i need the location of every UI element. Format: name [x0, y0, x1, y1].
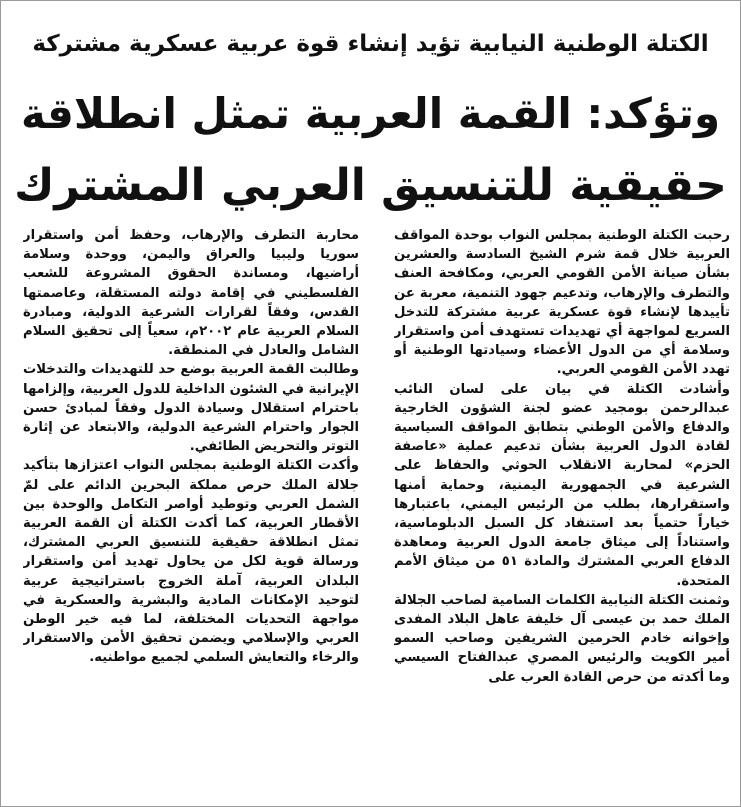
headline-line-2: حقيقية للتنسيق العربي المشترك — [14, 160, 727, 211]
article-column-left — [23, 226, 359, 798]
article-column-right — [394, 226, 730, 798]
paragraph: وثمنت الكتلة النيابية الكلمات السامية لصاحب الجلالة الملك حمد بن عيسى آل خليفة عاهل البلاد المفدى وإخوانه خادم الحرمين الشريفين وصاحب السمو أمير الكويت والرئيس المصري عبدالفتاح السيسي وما أكدته من حرص القادة العرب على — [394, 592, 730, 685]
paragraph: محاربة التطرف والإرهاب، وحفظ أمن واستقرار سوريا وليبيا والعراق واليمن، ووحدة وسلامة أراضيها، ومساندة الحقوق المشروعة للشعب الفلسطيني في إقامة دولته المستقلة، وعاصمتها القدس، وفقاً لقرارات الشرعية الدولية، ومبادرة السلام العربية عام ٢٠٠٢م، سعياً إلى تحقيق السلام الشامل والعادل في المنطقة. — [23, 228, 359, 359]
headline-line-1: وتؤكد: القمة العربية تمثل انطلاقة — [20, 89, 721, 138]
paragraph: وطالبت القمة العربية بوضع حد للتهديدات والتدخلات الإيرانية في الشئون الداخلية للدول العربية، وإلزامها باحترام استقلال وسيادة الدول وفقاً لمبادئ حسن الجوار واحترام الشرعية الدولية، والابتعاد عن إثارة التوتر والتحريض الطائفي. — [23, 362, 359, 455]
paragraph: وأشادت الكتلة في بيان على لسان النائب عبدالرحمن بومجيد عضو لجنة الشؤون الخارجية والدفاع والأمن الوطني بتطابق المواقف السياسية لقادة الدول العربية بشأن تدعيم عملية «عاصفة الحزم» لمحاربة الانقلاب الحوثي والحفاظ على الشرعية في الجمهورية اليمنية، وحماية أمنها واستقرارها، بطلب من الرئيس اليمني، باعتبارها خياراً حتمياً بعد استنفاد كل السبل الدبلوماسية، واستناداً إلى ميثاق جامعة الدول العربية ومعاهدة الدفاع العربي المشترك والمادة ٥١ من ميثاق الأمم المتحدة. — [394, 381, 730, 589]
paragraph: وأكدت الكتلة الوطنية بمجلس النواب اعتزازها بتأكيد جلالة الملك حرص مملكة البحرين الدائم على لمّ الشمل العربي وتوطيد أواصر التكامل والوحدة بين الأقطار العربية، كما أكدت الكتلة أن القمة العربية تمثل انطلاقة حقيقية للتنسيق العربي المشترك، ورسالة قوية لكل من يحاول تهديد أمن واستقرار البلدان العربية، آملة الخروج باستراتيجية عربية لتوحيد الإمكانات المادية والبشرية والعسكرية في مواجهة التحديات المختلفة، لما فيه خير الوطن العربي والإسلامي ويضمن تحقيق الأمن والاستقرار والرخاء والتعايش السلمي لجميع مواطنيه. — [23, 458, 359, 666]
paragraph: رحبت الكتلة الوطنية بمجلس النواب بوحدة المواقف العربية خلال قمة شرم الشيخ السادسة والعشرين بشأن صيانة الأمن القومي العربي، ومكافحة العنف والتطرف والإرهاب، وتدعيم جهود التنمية، معربة عن تأييدها لإنشاء قوة عسكرية عربية مشتركة للتدخل السريع لمواجهة أي تهديدات تستهدف أمن واستقرار وسلامة أي من الدول الأعضاء وسيادتها الوطنية أو تهدد الأمن القومي العربي. — [394, 228, 730, 378]
article-kicker: الكتلة الوطنية النيابية تؤيد إنشاء قوة عربية عسكرية مشتركة — [32, 31, 709, 57]
